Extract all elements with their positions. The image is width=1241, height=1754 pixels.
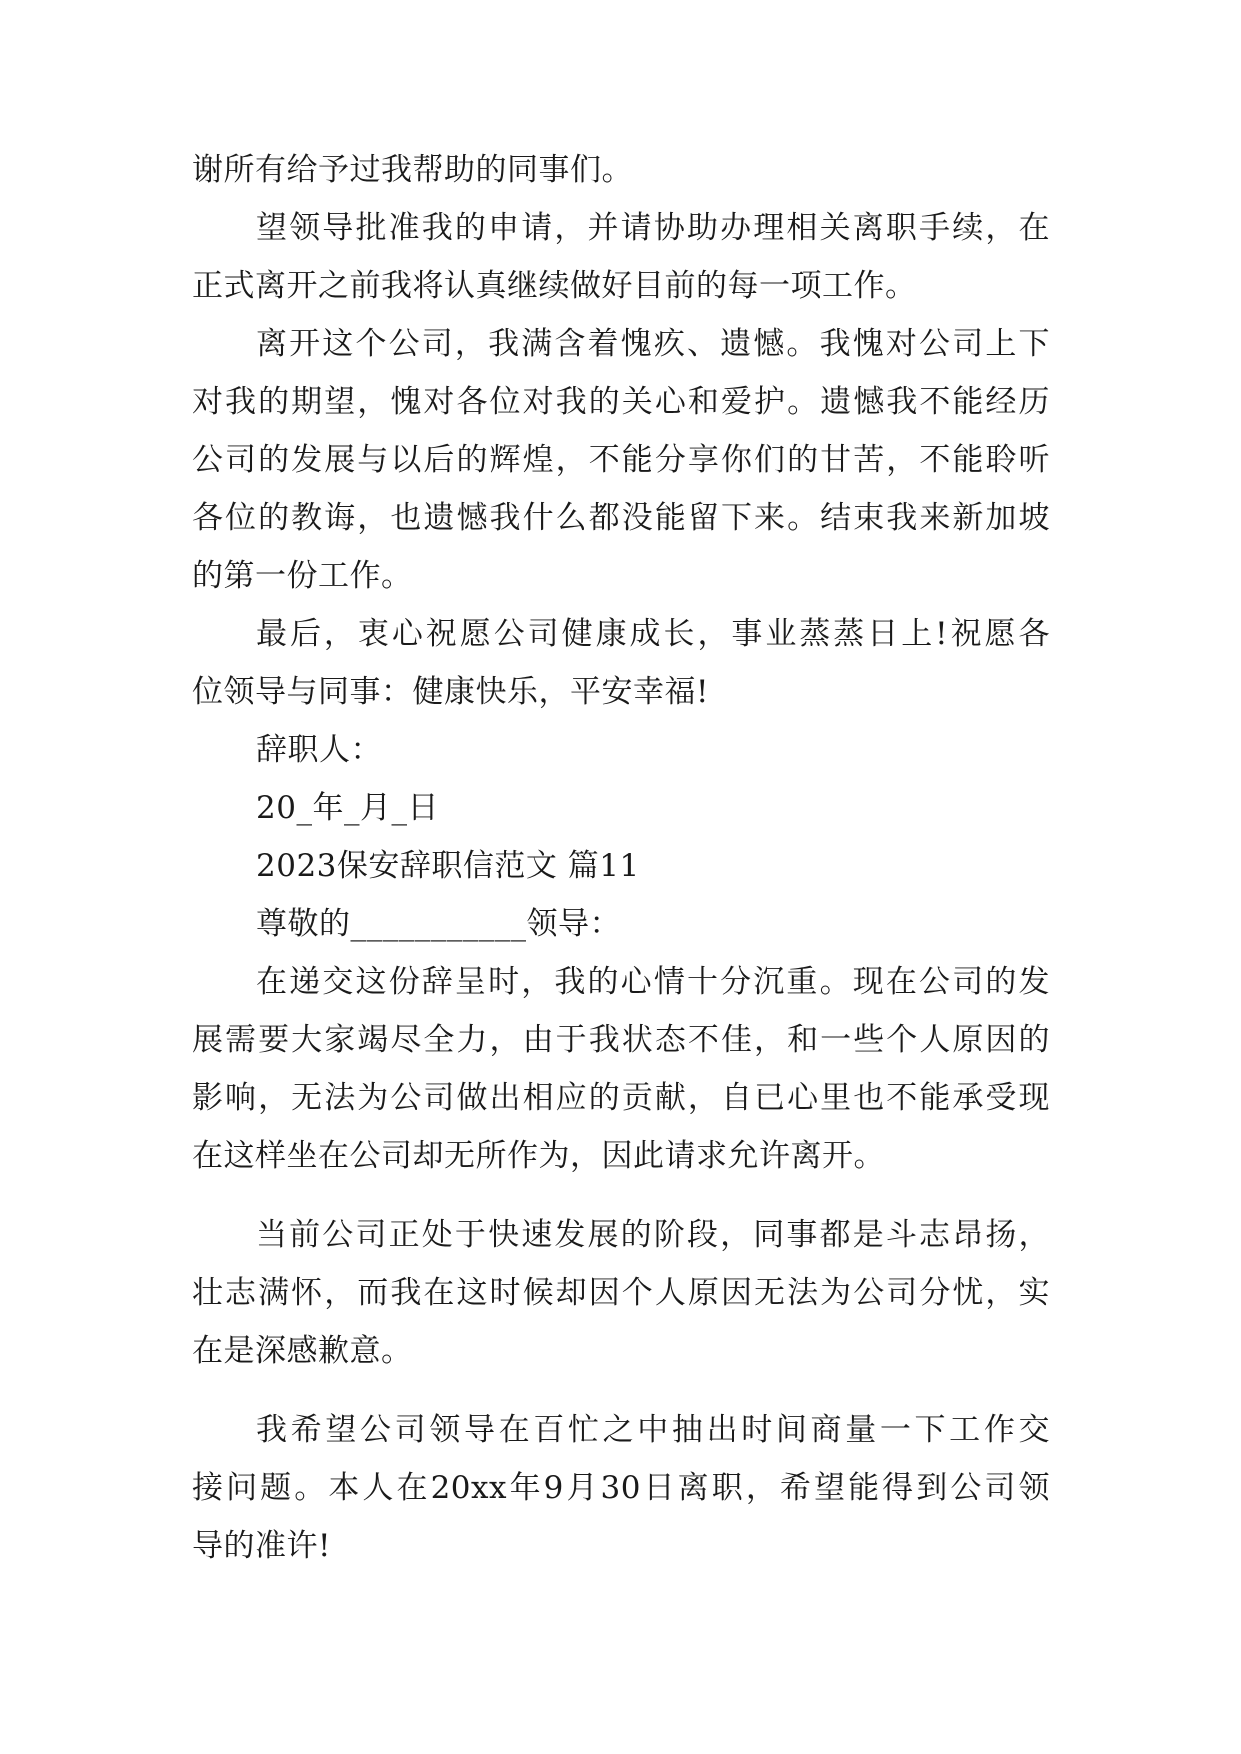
signature-label: 辞职人： bbox=[256, 732, 382, 768]
text-line: 谢所有给予过我帮助的同事们。 bbox=[192, 152, 633, 188]
text-line: 接问题。本人在20xx年9月30日离职，希望能得到公司领 bbox=[192, 1470, 1050, 1506]
text-line: 最后，衷心祝愿公司健康成长，事业蒸蒸日上!祝愿各 bbox=[256, 616, 1050, 652]
text-line: 在是深感歉意。 bbox=[192, 1333, 413, 1369]
text-line: 导的准许! bbox=[192, 1528, 331, 1564]
text-line: 当前公司正处于快速发展的阶段，同事都是斗志昂扬， bbox=[256, 1217, 1050, 1253]
text-line: 位领导与同事：健康快乐，平安幸福! bbox=[192, 674, 709, 710]
text-line: 我希望公司领导在百忙之中抽出时间商量一下工作交 bbox=[256, 1412, 1050, 1448]
date-line: 20_年_月_日 bbox=[256, 790, 439, 826]
text-line: 展需要大家竭尽全力，由于我状态不佳，和一些个人原因的 bbox=[192, 1022, 1050, 1058]
text-line: 对我的期望，愧对各位对我的关心和爱护。遗憾我不能经历 bbox=[192, 384, 1050, 420]
section-heading: 2023保安辞职信范文 篇11 bbox=[256, 848, 640, 884]
text-line: 在递交这份辞呈时，我的心情十分沉重。现在公司的发 bbox=[256, 964, 1050, 1000]
text-line: 公司的发展与以后的辉煌，不能分享你们的甘苦，不能聆听 bbox=[192, 442, 1050, 478]
text-line: 的第一份工作。 bbox=[192, 558, 413, 594]
text-line: 离开这个公司，我满含着愧疚、遗憾。我愧对公司上下 bbox=[256, 326, 1050, 362]
text-line: 影响，无法为公司做出相应的贡献，自已心里也不能承受现 bbox=[192, 1080, 1050, 1116]
text-line: 望领导批准我的申请，并请协助办理相关离职手续，在 bbox=[256, 210, 1050, 246]
text-line: 壮志满怀，而我在这时候却因个人原因无法为公司分忧，实 bbox=[192, 1275, 1050, 1311]
salutation: 尊敬的___________领导： bbox=[256, 906, 621, 942]
text-line: 各位的教诲，也遗憾我什么都没能留下来。结束我来新加坡 bbox=[192, 500, 1050, 536]
text-line: 正式离开之前我将认真继续做好目前的每一项工作。 bbox=[192, 268, 917, 304]
text-line: 在这样坐在公司却无所作为，因此请求允许离开。 bbox=[192, 1138, 885, 1174]
